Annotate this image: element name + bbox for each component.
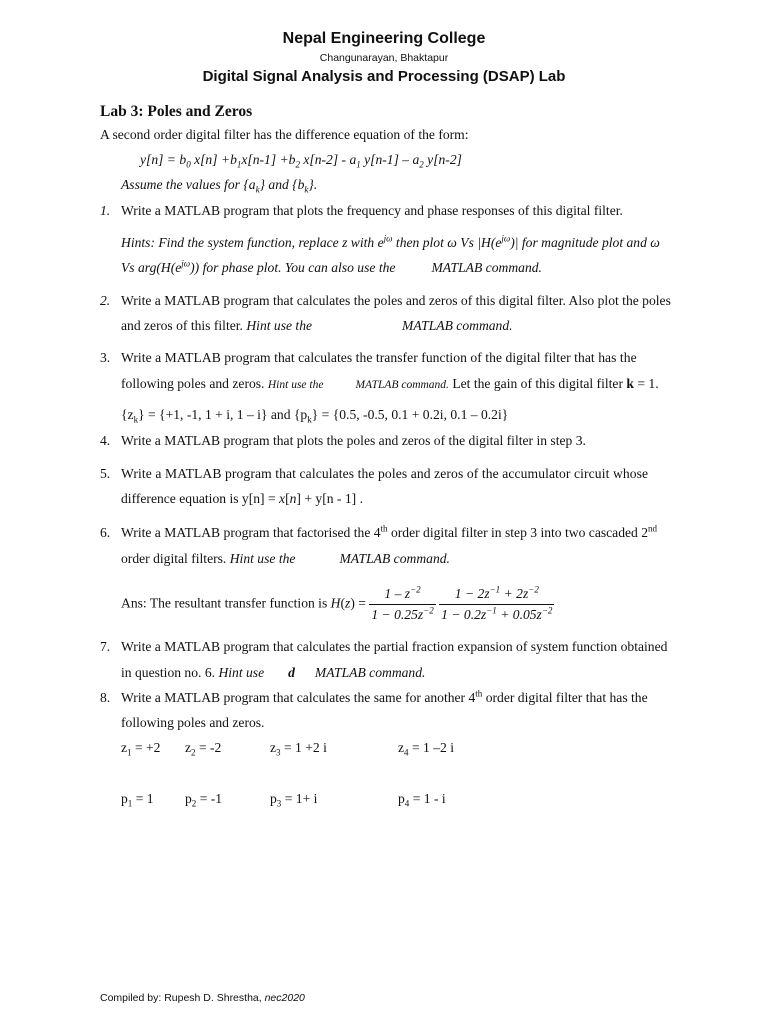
item-5-text-line2: difference equation is y[n] = x[n] + y[n - 1] . <box>121 491 363 506</box>
item-7-text: Write a MATLAB program that calculates the partial fraction expansion of system function obtained <box>121 639 668 654</box>
pole-4: $p_4 = 1 - i$ <box>398 791 446 809</box>
item-number: 2. <box>100 293 111 308</box>
item-5-text: Write a MATLAB program that calculates the poles and zeros of the accumulator circuit whose <box>121 466 649 481</box>
pole-1: $p_1 = 1$ <box>121 791 154 809</box>
item-1-hint-line1: Hints: Find the system function, replace z with $e^{j\omega}$ then plot ω Vs $|H(e^{j\omega})|$ for magnitude plot and ω <box>121 233 660 250</box>
assume-text: Assume the values for $\{a_k\}$ and $\{b_k\}$. <box>121 177 318 195</box>
pole-3: $p_3 = 1+ i$ <box>270 791 318 809</box>
zero-2: $z_2 = -2$ <box>185 740 222 758</box>
lab-title: Digital Signal Analysis and Processing (DSAP) Lab <box>202 68 566 85</box>
item-6-text-line2: order digital filters. Hint use the MATLAB command. <box>121 551 450 566</box>
item-8-text-line2: following poles and zeros. <box>121 715 265 730</box>
item-number: 1. <box>100 203 111 218</box>
item-number: 6. <box>100 525 111 540</box>
item-7-text-line2: in question no. 6. Hint use d MATLAB command. <box>121 665 426 680</box>
difference-equation: $y[n] = b_0$ $x[n] +b_1x[n-1] +b_2$ $x[n-2] - a_1$ $y[n-1] - a_2$ y[n-2] <box>140 152 462 170</box>
transfer-function-answer: Ans: The resultant transfer function is H(z) = $\frac{1 - z^{-2}}{1 - 0.25z^{-2}}$ $\frac{1 - 2z^{-1} + 2z^{-2}}{1 - 0.2z^{-1} + 0.05z^{-2}}$ <box>121 584 554 625</box>
item-3-text: Write a MATLAB program that calculates the transfer function of the digital filter that has the <box>121 350 637 365</box>
item-2-text-line2: and zeros of this filter. Hint use the MATLAB command. <box>121 318 513 333</box>
item-1-text: Write a MATLAB program that plots the frequency and phase responses of this digital filter. <box>121 203 623 218</box>
zero-3: $z_3 = 1 +2$ i <box>270 740 327 758</box>
item-number: 5. <box>100 466 111 481</box>
item-6-text: Write a MATLAB program that factorised the 4th order digital filter in step 3 into two cascaded 2nd <box>121 523 658 540</box>
fraction-2: $\frac{1 - 2z^{-1} + 2z^{-2}}{1 - 0.2z^{-1} + 0.05z^{-2}}$ <box>441 584 553 622</box>
zero-4: $z_4 = 1$ –2 i <box>398 740 454 758</box>
item-4-text: Write a MATLAB program that plots the poles and zeros of the digital filter in step 3. <box>121 433 586 448</box>
item-number: 3. <box>100 350 111 365</box>
college-address: Changunarayan, Bhaktapur <box>319 52 449 64</box>
college-name: Nepal Engineering College <box>282 30 486 47</box>
item-number: 7. <box>100 639 111 654</box>
item-number: 8. <box>100 690 111 705</box>
footer-credit: Compiled by: Rupesh D. Shrestha, nec2020 <box>100 992 305 1004</box>
item-3-text-line2: following poles and zeros. Hint use the MATLAB command. Let the gain of this digital filter k = 1. <box>121 376 659 391</box>
item-8-text: Write a MATLAB program that calculates the same for another 4th order digital filter that has the <box>121 688 648 705</box>
item-2-text: Write a MATLAB program that calculates the poles and zeros of this digital filter. Also plot the poles <box>121 293 671 308</box>
item-number: 4. <box>100 433 111 448</box>
poles-zeros-sets: $\{z_k\} = \{+1$, -1, 1 + i, 1 – i} and $\{p_k\} = \{0.5$, -0.5, 0.1 + 0.2i, 0.1 – 0.2i} <box>121 407 509 425</box>
zero-1: $z_1 = +2$ <box>121 740 161 758</box>
item-1-hint-line2: Vs $arg(H(e^{j\omega}))$ for phase plot. You can also use the MATLAB command. <box>121 258 542 275</box>
fraction-1: $\frac{1 - z^{-2}}{1 - 0.25z^{-2}}$ <box>371 584 434 622</box>
intro-text: A second order digital filter has the difference equation of the form: <box>100 127 469 142</box>
page-title: Lab 3: Poles and Zeros <box>100 103 253 120</box>
pole-2: $p_2 = -1$ <box>185 791 223 809</box>
